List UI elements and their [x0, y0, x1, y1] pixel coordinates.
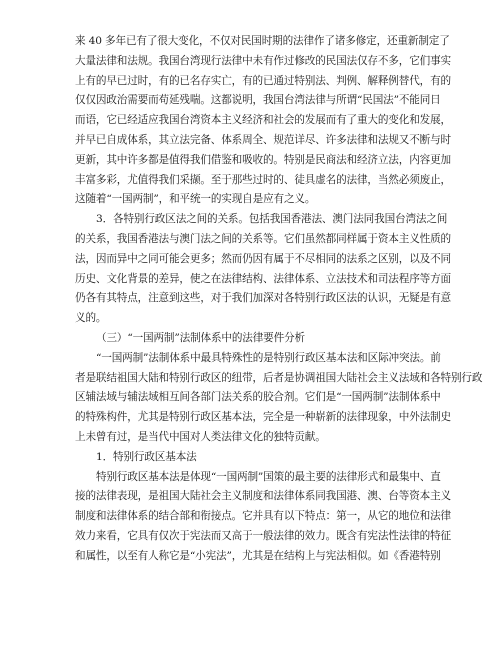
- text-line: 效力来看，它具有仅次于宪法而又高于一般法律的效力。既含有宪法性法律的特征: [75, 529, 451, 542]
- text-line: 者是联结祖国大陆和特别行政区的纽带，后者是协调祖国大陆社会主义法域和各特别行政: [75, 371, 483, 384]
- text-line: 上未曾有过，是当代中国对人类法律文化的独特贡献。: [75, 430, 326, 443]
- text-line: 和属性，以至有人称它是“小宪法”，尤其是在结构上与宪法相似。如《香港特别: [75, 549, 441, 562]
- text-line: 法，因而异中之同可能会更多；然而仍因有属于不尽相同的法系之区别，以及不同: [75, 252, 451, 265]
- text-line: 制度和法律体系的结合部和衔接点。它并具有以下特点：第一，从它的地位和法律: [75, 510, 451, 523]
- text-line: 上有的早已过时，有的已名存实亡，有的已通过特别法、判例、解释例替代，有的: [75, 74, 451, 87]
- text-line: 这随着“一国两制”，和平统一的实现自是应有之义。: [75, 193, 316, 206]
- document-page: [75, 32, 483, 567]
- text-line: 接的法律表现，是祖国大陆社会主义制度和法律体系同我国港、澳、台等资本主义: [75, 490, 451, 503]
- text-line: 3．各特别行政区法之间的关系。包括我国香港法、澳门法同我国台湾法之间: [96, 213, 448, 226]
- text-line: 来 40 多年已有了很大变化，不仅对民国时期的法律作了诸多修定，还重新制定了: [75, 35, 450, 47]
- text-line: 大量法律和法规。我国台湾现行法律中未有作过修改的民国法仅存不多，它们事实: [75, 54, 451, 67]
- text-line: 历史、文化背景的差异，使之在法律结构、法律体系、立法技术和司法程序等方面: [75, 272, 451, 285]
- text-line: （三）“一国两制”法制体系中的法律要件分析: [96, 331, 305, 344]
- text-line: 义的。: [75, 312, 107, 325]
- text-line: 1．特别行政区基本法: [96, 450, 197, 463]
- text-line: 区辅法域与辅法域相互间各部门法关系的胶合剂。它们是“一国两制”法制体系中: [75, 391, 441, 404]
- text-line: 而语，它已经适应我国台湾资本主义经济和社会的发展而有了重大的变化和发展，: [75, 114, 451, 127]
- text-line: 的关系，我国香港法与澳门法之间的关系等。它们虽然都同样属于资本主义性质的: [75, 232, 451, 245]
- text-line: 的特殊构件，尤其是特别行政区基本法，完全是一种崭新的法律现象，中外法制史: [75, 411, 451, 424]
- text-line: 特别行政区基本法是体现“一国两制”国策的最主要的法律形式和最集中、直: [96, 470, 441, 483]
- text-line: 丰富多彩，尤值得我们采撷。至于那些过时的、徒具虚名的法律，当然必须废止，: [75, 173, 451, 186]
- text-line: 更新，其中许多都是值得我们借鉴和吸收的。特别是民商法和经济立法，内容更加: [75, 153, 451, 166]
- text-line: “一国两制”法制体系中最具特殊性的是特别行政区基本法和区际冲突法。前: [96, 351, 441, 364]
- text-line: 仅仅因政治需要而苟延残喘。这都说明，我国台湾法律与所谓“民国法”不能同日: [75, 94, 441, 107]
- text-line: 仍各有其特点，注意到这些，对于我们加深对各特别行政区法的认识，无疑是有意: [75, 292, 451, 305]
- text-line: 并早已自成体系，其立法完备、体系周全、规范详尽、许多法律和法规又不断与时: [75, 133, 451, 146]
